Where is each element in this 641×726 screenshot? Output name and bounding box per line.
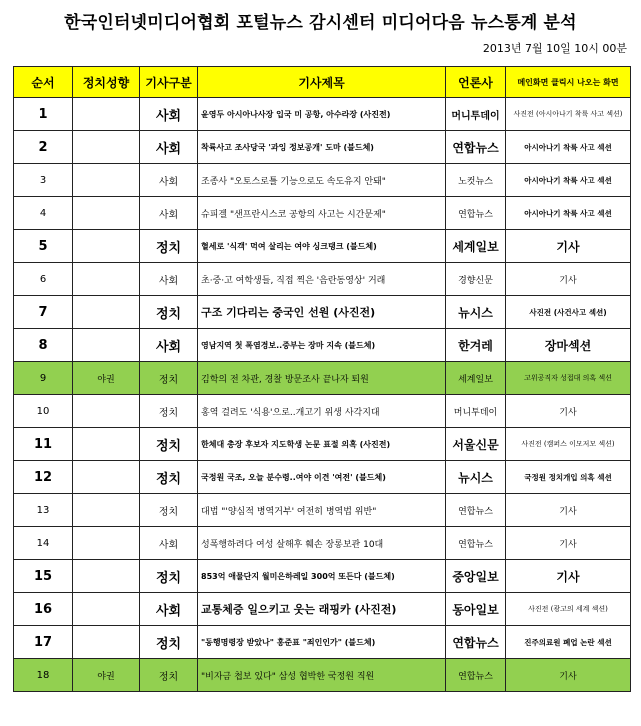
news-stats-table bbox=[13, 66, 631, 692]
row-media: 진주의료원 폐업 논란 섹션 bbox=[506, 626, 631, 659]
row-press: 머니투데이 bbox=[446, 395, 506, 428]
row-num: 6 bbox=[14, 263, 73, 296]
row-press: 동아일보 bbox=[446, 593, 506, 626]
row-press: 뉴시스 bbox=[446, 461, 506, 494]
header-category: 기사구분 bbox=[140, 67, 198, 98]
table-row bbox=[14, 395, 631, 428]
row-media: 사진전 (아시아나기 착륙 사고 섹션) bbox=[506, 98, 631, 131]
row-media: 기사 bbox=[506, 560, 631, 593]
table-row bbox=[14, 131, 631, 164]
row-article-title: 성폭행하려다 여성 살해후 훼손 장롱보관 10대 bbox=[198, 527, 446, 560]
row-category: 사회 bbox=[140, 98, 198, 131]
row-press: 연합뉴스 bbox=[446, 626, 506, 659]
row-category: 정치 bbox=[140, 230, 198, 263]
row-media: 사진전 (광고의 세계 섹션) bbox=[506, 593, 631, 626]
row-num: 15 bbox=[14, 560, 73, 593]
table-row bbox=[14, 263, 631, 296]
row-politics bbox=[73, 560, 140, 593]
row-num: 1 bbox=[14, 98, 73, 131]
table-row bbox=[14, 164, 631, 197]
row-category: 사회 bbox=[140, 263, 198, 296]
row-politics bbox=[73, 230, 140, 263]
report-title: 한국인터넷미디어협회 포털뉴스 감시센터 미디어다음 뉴스통계 분석 bbox=[64, 13, 577, 33]
row-article-title: "비자금 첩보 있다" 삼성 협박한 국정원 직원 bbox=[198, 659, 446, 692]
row-category: 사회 bbox=[140, 527, 198, 560]
row-category: 정치 bbox=[140, 428, 198, 461]
header-article: 기사제목 bbox=[198, 67, 446, 98]
row-media: 아시아나기 착륙 사고 섹션 bbox=[506, 131, 631, 164]
header-press: 언론사 bbox=[446, 67, 506, 98]
row-num: 14 bbox=[14, 527, 73, 560]
row-article-title: 국정원 국조, 오늘 분수령..여야 이견 '여전' (블드체) bbox=[198, 461, 446, 494]
row-media: 국정원 정치개입 의혹 섹션 bbox=[506, 461, 631, 494]
row-num: 13 bbox=[14, 494, 73, 527]
row-article-title: 조종사 "오토스로틀 기능으로도 속도유지 안돼" bbox=[198, 164, 446, 197]
row-category: 정치 bbox=[140, 626, 198, 659]
row-num: 16 bbox=[14, 593, 73, 626]
row-media: 아시아나기 착륙 사고 섹션 bbox=[506, 197, 631, 230]
row-num: 3 bbox=[14, 164, 73, 197]
row-politics bbox=[73, 527, 140, 560]
table-header-row bbox=[14, 67, 631, 98]
row-press: 중앙일보 bbox=[446, 560, 506, 593]
row-press: 뉴시스 bbox=[446, 296, 506, 329]
row-article-title: 슈피겔 "샌프란시스코 공항의 사고는 시간문제" bbox=[198, 197, 446, 230]
table-row bbox=[14, 494, 631, 527]
row-politics bbox=[73, 131, 140, 164]
row-press: 한겨레 bbox=[446, 329, 506, 362]
row-num: 7 bbox=[14, 296, 73, 329]
row-media: 사진전 (사건사고 섹션) bbox=[506, 296, 631, 329]
row-category: 사회 bbox=[140, 164, 198, 197]
row-media: 기사 bbox=[506, 659, 631, 692]
row-article-title: 착륙사고 조사당국 '과잉 정보공개' 도마 (블드체) bbox=[198, 131, 446, 164]
row-num: 8 bbox=[14, 329, 73, 362]
row-media: 기사 bbox=[506, 263, 631, 296]
row-press: 연합뉴스 bbox=[446, 197, 506, 230]
row-politics bbox=[73, 98, 140, 131]
row-politics bbox=[73, 329, 140, 362]
row-press: 세계일보 bbox=[446, 230, 506, 263]
row-num: 4 bbox=[14, 197, 73, 230]
row-article-title: 김학의 전 차관, 경찰 방문조사 끝나자 퇴원 bbox=[198, 362, 446, 395]
row-politics bbox=[73, 197, 140, 230]
row-politics: 야권 bbox=[73, 659, 140, 692]
table-row bbox=[14, 296, 631, 329]
row-article-title: 구조 기다리는 중국인 선원 (사진전) bbox=[198, 296, 446, 329]
row-article-title: "동행명령장 받았나" 홍준표 "죄인인가" (블드체) bbox=[198, 626, 446, 659]
row-media: 사진전 (캠퍼스 이모저모 섹션) bbox=[506, 428, 631, 461]
table-row bbox=[14, 197, 631, 230]
row-num: 2 bbox=[14, 131, 73, 164]
row-politics bbox=[73, 395, 140, 428]
row-category: 정치 bbox=[140, 395, 198, 428]
table-row bbox=[14, 362, 631, 395]
row-article-title: 교통체증 일으키고 웃는 래핑카 (사진전) bbox=[198, 593, 446, 626]
row-category: 사회 bbox=[140, 329, 198, 362]
row-article-title: 홍역 걸려도 '식용'으로..개고기 위생 사각지대 bbox=[198, 395, 446, 428]
row-politics bbox=[73, 593, 140, 626]
table-row bbox=[14, 461, 631, 494]
row-media: 장마섹션 bbox=[506, 329, 631, 362]
row-category: 정치 bbox=[140, 362, 198, 395]
header-politics: 정치성향 bbox=[73, 67, 140, 98]
row-article-title: 853억 애물단지 월미은하레일 300억 또든다 (블드체) bbox=[198, 560, 446, 593]
row-num: 10 bbox=[14, 395, 73, 428]
row-media: 기사 bbox=[506, 527, 631, 560]
row-press: 세계일보 bbox=[446, 362, 506, 395]
row-media: 기사 bbox=[506, 230, 631, 263]
table-row bbox=[14, 230, 631, 263]
row-press: 연합뉴스 bbox=[446, 659, 506, 692]
table-row bbox=[14, 659, 631, 692]
row-category: 정치 bbox=[140, 494, 198, 527]
row-num: 17 bbox=[14, 626, 73, 659]
row-media: 고위공직자 성접대 의혹 섹션 bbox=[506, 362, 631, 395]
row-politics bbox=[73, 164, 140, 197]
row-politics bbox=[73, 494, 140, 527]
table-row bbox=[14, 98, 631, 131]
row-politics bbox=[73, 263, 140, 296]
row-category: 정치 bbox=[140, 461, 198, 494]
row-press: 연합뉴스 bbox=[446, 131, 506, 164]
table-row bbox=[14, 527, 631, 560]
row-num: 5 bbox=[14, 230, 73, 263]
row-article-title: 초·중·고 여학생들, 직접 찍은 '음란동영상' 거래 bbox=[198, 263, 446, 296]
table-row bbox=[14, 329, 631, 362]
row-press: 머니투데이 bbox=[446, 98, 506, 131]
row-politics bbox=[73, 428, 140, 461]
row-politics bbox=[73, 626, 140, 659]
row-category: 정치 bbox=[140, 560, 198, 593]
row-media: 기사 bbox=[506, 494, 631, 527]
header-media: 메인화면 클릭시 나오는 화면 bbox=[506, 67, 631, 98]
row-category: 정치 bbox=[140, 659, 198, 692]
row-press: 연합뉴스 bbox=[446, 527, 506, 560]
row-politics bbox=[73, 461, 140, 494]
row-num: 12 bbox=[14, 461, 73, 494]
row-article-title: 영남지역 첫 폭염경보..중부는 장마 지속 (블드체) bbox=[198, 329, 446, 362]
row-article-title: 한체대 총장 후보자 지도학생 논문 표절 의혹 (사진전) bbox=[198, 428, 446, 461]
row-category: 사회 bbox=[140, 197, 198, 230]
report-timestamp: 2013년 7월 10일 10시 00분 bbox=[482, 42, 627, 55]
row-article-title: 혈세로 '식객' 먹여 살리는 여야 싱크탱크 (블드체) bbox=[198, 230, 446, 263]
row-press: 서울신문 bbox=[446, 428, 506, 461]
row-num: 11 bbox=[14, 428, 73, 461]
row-press: 경향신문 bbox=[446, 263, 506, 296]
row-press: 연합뉴스 bbox=[446, 494, 506, 527]
row-press: 노컷뉴스 bbox=[446, 164, 506, 197]
row-article-title: 윤영두 아시아나사장 입국 미 공항, 아수라장 (사진전) bbox=[198, 98, 446, 131]
table-row bbox=[14, 626, 631, 659]
table-row bbox=[14, 428, 631, 461]
table-row bbox=[14, 560, 631, 593]
row-num: 18 bbox=[14, 659, 73, 692]
row-media: 아시아나기 착륙 사고 섹션 bbox=[506, 164, 631, 197]
header-num: 순서 bbox=[14, 67, 73, 98]
row-category: 사회 bbox=[140, 131, 198, 164]
row-politics bbox=[73, 296, 140, 329]
row-num: 9 bbox=[14, 362, 73, 395]
row-article-title: 대법 "'양심적 병역거부' 여전히 병역법 위반" bbox=[198, 494, 446, 527]
row-category: 사회 bbox=[140, 593, 198, 626]
table-row bbox=[14, 593, 631, 626]
row-politics: 야권 bbox=[73, 362, 140, 395]
row-category: 정치 bbox=[140, 296, 198, 329]
row-media: 기사 bbox=[506, 395, 631, 428]
